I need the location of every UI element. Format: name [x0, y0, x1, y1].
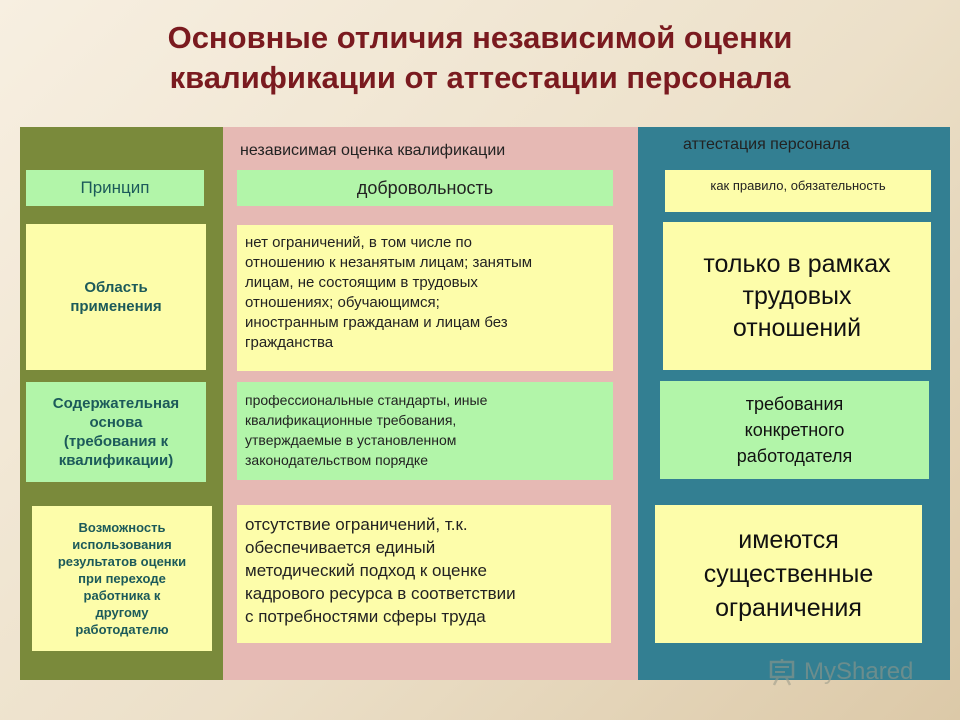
text-line: основа: [89, 414, 143, 431]
text-line: конкретного: [744, 420, 845, 440]
portability-independent: [237, 505, 611, 643]
text-line: обеспечивается единый: [245, 538, 436, 557]
independent-assessment-header: независимая оценка квалификации: [240, 142, 506, 159]
text-line: Область: [84, 279, 148, 296]
presentation-icon: [768, 657, 798, 687]
text-line: требования: [745, 394, 844, 414]
text-line: при переходе: [78, 571, 166, 586]
principle-label: Принцип: [26, 170, 204, 206]
text-line: (требования к: [63, 433, 169, 450]
text-line: результатов оценки: [57, 554, 187, 569]
text-line: ограничения: [715, 594, 862, 622]
watermark-text: MyShared: [804, 658, 914, 685]
text-line: отношениях; обучающимся;: [245, 294, 440, 311]
text-line: имеются: [738, 526, 839, 554]
portability-attestation: [655, 505, 922, 643]
text-line: Содержательная: [52, 395, 180, 412]
text-line: работодателю: [75, 622, 169, 637]
text-line: квалификации): [58, 452, 174, 469]
text-line: отношений: [732, 314, 862, 342]
principle-attestation: как правило, обязательность: [665, 170, 931, 212]
attestation-header: аттестация персонала: [683, 136, 850, 153]
text-line: нет ограничений, в том числе по: [245, 234, 472, 251]
text-line: существенные: [703, 560, 874, 588]
text-line: лицам, не состоящим в трудовых: [245, 274, 478, 291]
title-line-2: квалификации от аттестации персонала: [169, 60, 791, 95]
portability-label: [32, 506, 212, 651]
text-line: другому: [95, 605, 149, 620]
text-line: работника к: [83, 588, 161, 603]
text-line: использования: [72, 537, 172, 552]
basis-attestation: [660, 381, 929, 479]
text-line: гражданства: [245, 334, 334, 351]
text-line: иностранным гражданам и лицам без: [245, 314, 508, 331]
text-line: применения: [70, 298, 162, 315]
title-line-1: Основные отличия независимой оценки: [167, 20, 793, 55]
text-line: кадрового ресурса в соответствии: [245, 584, 516, 603]
basis-independent: [237, 382, 613, 480]
text-line: квалификационные требования,: [245, 412, 457, 428]
text-line: методический подход к оценке: [245, 561, 487, 580]
text-line: отношению к незанятым лицам; занятым: [245, 254, 533, 271]
watermark: [768, 656, 913, 688]
scope-independent: [237, 225, 613, 371]
text-line: отсутствие ограничений, т.к.: [245, 515, 468, 534]
page-title: [0, 18, 960, 98]
text-line: законодательством порядке: [245, 452, 428, 468]
basis-label: [26, 382, 206, 482]
text-line: с потребностями сферы труда: [245, 607, 486, 626]
scope-attestation: [663, 222, 931, 370]
text-line: профессиональные стандарты, иные: [245, 392, 488, 408]
text-line: Возможность: [78, 520, 166, 535]
text-line: работодателя: [736, 446, 853, 466]
text-line: только в рамках: [703, 250, 891, 278]
text-line: трудовых: [742, 282, 852, 310]
principle-independent: добровольность: [237, 170, 613, 206]
text-line: утверждаемые в установленном: [245, 432, 457, 448]
scope-label: [26, 224, 206, 370]
